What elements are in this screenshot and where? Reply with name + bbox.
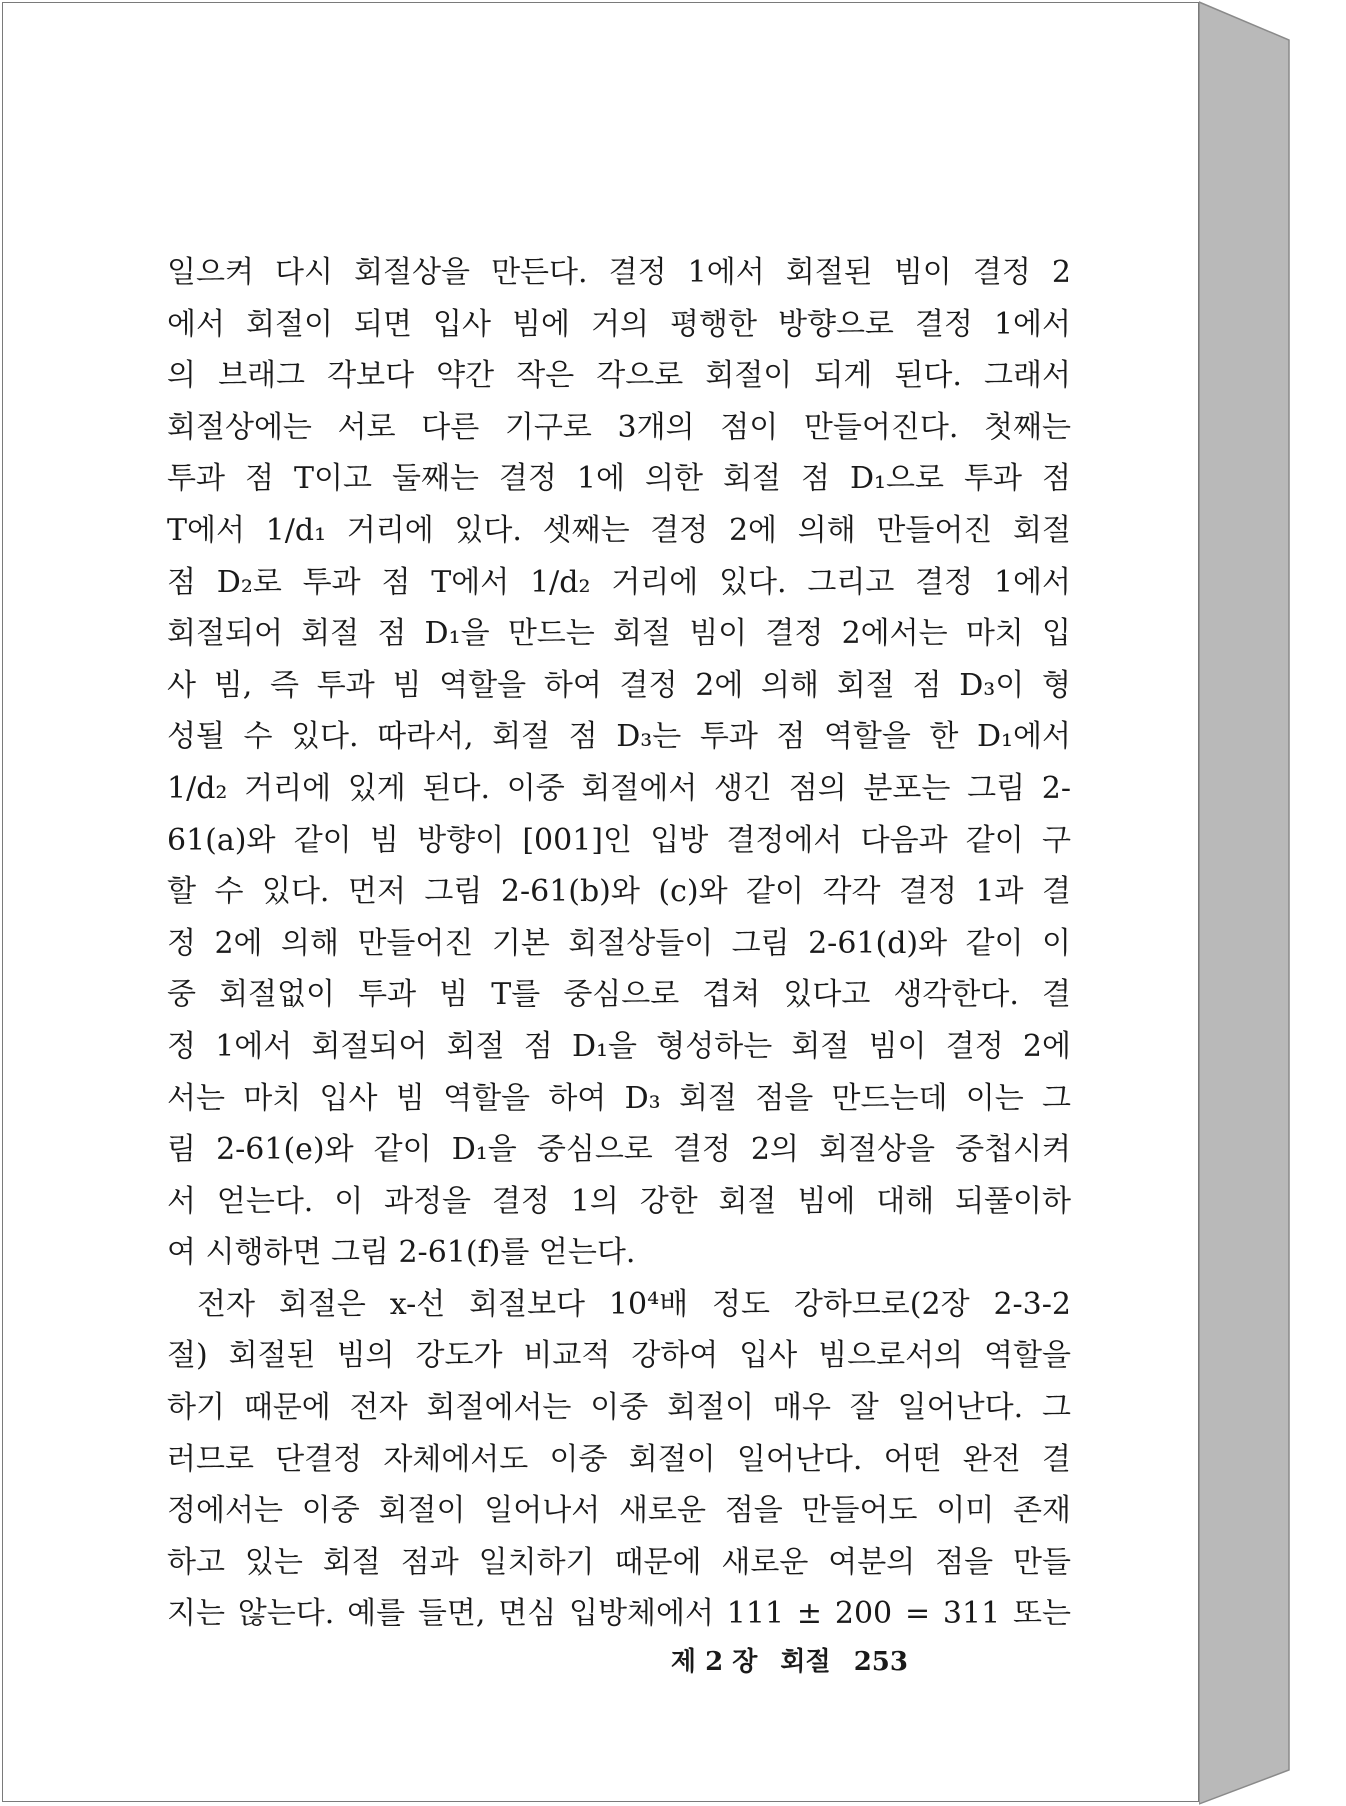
text-line: 정에서는 이중 회절이 일어나서 새로운 점을 만들어도 이미 존재	[167, 1493, 1071, 1529]
text-line: 회절상에는 서로 다른 기구로 3개의 점이 만들어진다. 첫째는	[167, 409, 1071, 445]
text-line: 서는 마치 입사 빔 역할을 하여 D₃ 회절 점을 만드는데 이는 그	[167, 1080, 1071, 1116]
text-line: 점 D₂로 투과 점 T에서 1/d₂ 거리에 있다. 그리고 결정 1에서	[167, 564, 1071, 600]
page-number: 253	[853, 1647, 908, 1677]
text-line: 에서 회절이 되면 입사 빔에 거의 평행한 방향으로 결정 1에서	[167, 306, 1071, 342]
section-label: 회절	[780, 1647, 831, 1677]
book-page	[2, 2, 1199, 1802]
text-line: 성될 수 있다. 따라서, 회절 점 D₃는 투과 점 역할을 한 D₁에서	[167, 719, 1071, 755]
text-line: 61(a)와 같이 빔 방향이 [001]인 입방 결정에서 다음과 같이 구	[167, 822, 1071, 858]
text-line: 림 2-61(e)와 같이 D₁을 중심으로 결정 2의 회절상을 중첩시켜	[167, 1132, 1071, 1168]
text-line: 여 시행하면 그림 2-61(f)를 얻는다.	[167, 1235, 636, 1271]
text-line: 투과 점 T이고 둘째는 결정 1에 의한 회절 점 D₁으로 투과 점	[167, 461, 1071, 497]
book-edge-3d	[1199, 0, 1299, 1806]
text-line: 하고 있는 회절 점과 일치하기 때문에 새로운 여분의 점을 만들	[167, 1544, 1071, 1580]
text-line: 서 얻는다. 이 과정을 결정 1의 강한 회절 빔에 대해 되풀이하	[167, 1183, 1071, 1219]
text-line: 정 1에서 회절되어 회절 점 D₁을 형성하는 회절 빔이 결정 2에	[167, 1028, 1071, 1064]
text-line: 지는 않는다. 예를 들면, 면심 입방체에서 111 ± 200 = 311 또는	[167, 1596, 1071, 1632]
text-line: T에서 1/d₁ 거리에 있다. 셋째는 결정 2에 의해 만들어진 회절	[167, 512, 1071, 548]
text-line: 전자 회절은 x-선 회절보다 10⁴배 정도 강하므로(2장 2-3-2	[197, 1286, 1071, 1322]
text-line: 절) 회절된 빔의 강도가 비교적 강하여 입사 빔으로서의 역할을	[167, 1338, 1071, 1374]
text-line: 정 2에 의해 만들어진 기본 회절상들이 그림 2-61(d)와 같이 이	[167, 925, 1071, 961]
text-line: 러므로 단결정 자체에서도 이중 회절이 일어난다. 어떤 완전 결	[167, 1441, 1071, 1477]
text-line: 사 빔, 즉 투과 빔 역할을 하여 결정 2에 의해 회절 점 D₃이 형	[167, 667, 1071, 703]
paragraph-1	[167, 247, 1071, 1279]
chapter-label: 제 2 장	[670, 1647, 758, 1677]
text-line: 할 수 있다. 먼저 그림 2-61(b)와 (c)와 같이 각각 결정 1과 결	[167, 874, 1071, 910]
text-line: 하기 때문에 전자 회절에서는 이중 회절이 매우 잘 일어난다. 그	[167, 1390, 1071, 1426]
page-footer	[671, 1641, 908, 1678]
paragraph-2	[167, 1279, 1071, 1640]
body-text	[167, 247, 1071, 1640]
text-line: 회절되어 회절 점 D₁을 만드는 회절 빔이 결정 2에서는 마치 입	[167, 616, 1071, 652]
text-line: 중 회절없이 투과 빔 T를 중심으로 겹쳐 있다고 생각한다. 결	[167, 977, 1071, 1013]
text-line: 의 브래그 각보다 약간 작은 각으로 회절이 되게 된다. 그래서	[167, 358, 1071, 394]
text-line: 1/d₂ 거리에 있게 된다. 이중 회절에서 생긴 점의 분포는 그림 2-	[167, 770, 1071, 806]
text-line: 일으켜 다시 회절상을 만든다. 결정 1에서 회절된 빔이 결정 2	[167, 255, 1071, 290]
